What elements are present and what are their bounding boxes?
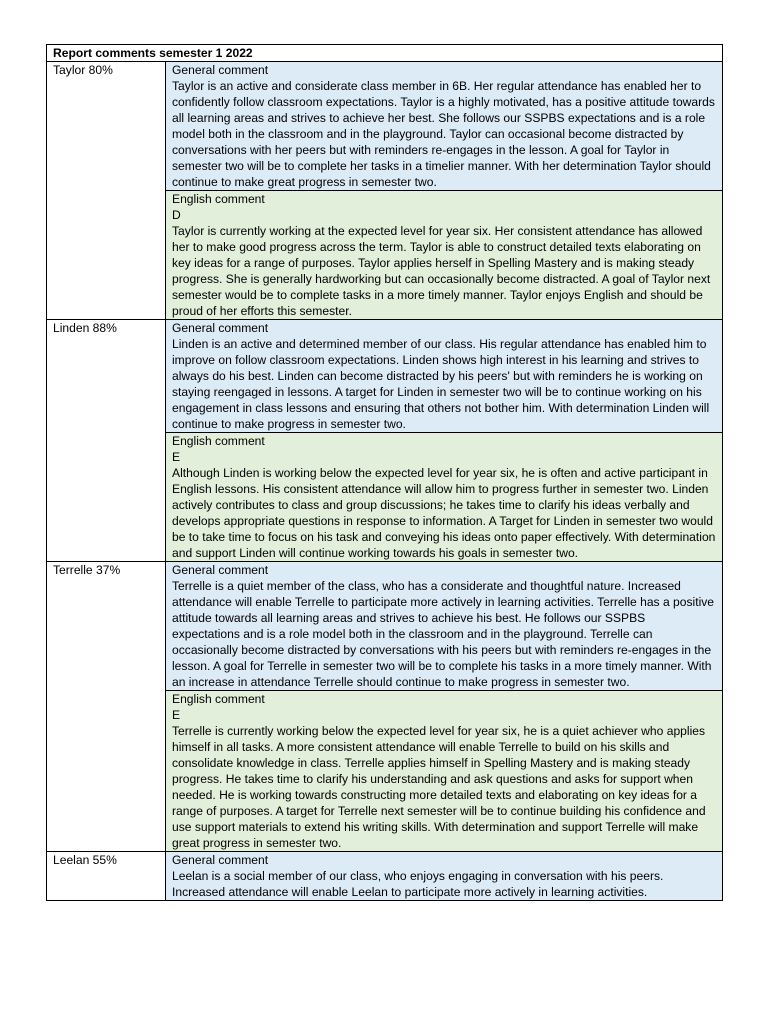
general-comment-cell xyxy=(166,562,723,691)
general-comment-text: Linden is an active and determined member of our class. His regular attendance has enabled him to improve on follow classroom expectations. Linden shows high interest in his learning and strives to always do his best. Linden can become distracted by his peers' but with reminders he is working on staying reengaged in lessons. A target for Linden in semester two will be to continue working on his engagement in class lessons and ensuring that others not bother him. With determination Linden will continue to make progress in semester two. xyxy=(172,337,710,431)
english-grade: D xyxy=(172,208,181,222)
english-comment-cell xyxy=(166,691,723,852)
general-comment-label: General comment xyxy=(172,563,269,577)
english-comment-label: English comment xyxy=(172,434,265,448)
table-row xyxy=(47,320,723,433)
general-comment-label: General comment xyxy=(172,853,269,867)
report-title: Report comments semester 1 2022 xyxy=(47,45,723,62)
general-comment-cell xyxy=(166,320,723,433)
student-name: Taylor 80% xyxy=(47,62,166,320)
report-table xyxy=(46,44,723,901)
title-row xyxy=(47,45,723,62)
english-comment-text: Terrelle is currently working below the expected level for year six, he is a quiet achiever who applies himself in all tasks. A more consistent attendance will enable Terrelle to build on his skills and consolidate knowledge in class. Terrelle applies himself in Spelling Mastery and is making steady progress. He takes time to clarify his understanding and ask questions and asks for support when needed. He is working towards constructing more detailed texts and elaborating on key ideas for a range of purposes. A target for Terrelle next semester will be to continue building his confidence and use support materials to extend his writing skills. With determination and support Terrelle will make great progress in semester two. xyxy=(172,724,706,850)
english-comment-label: English comment xyxy=(172,192,265,206)
general-comment-cell xyxy=(166,852,723,901)
table-row xyxy=(47,62,723,191)
table-row xyxy=(47,562,723,691)
english-comment-cell xyxy=(166,191,723,320)
table-row xyxy=(47,852,723,901)
general-comment-text: Leelan is a social member of our class, who enjoys engaging in conversation with his peers. Increased attendance will enable Leelan to participate more actively in learning activities. xyxy=(172,869,664,899)
student-name: Leelan 55% xyxy=(47,852,166,901)
english-comment-cell xyxy=(166,433,723,562)
general-comment-label: General comment xyxy=(172,321,269,335)
english-comment-text: Although Linden is working below the expected level for year six, he is often and active participant in English lessons. His consistent attendance will allow him to progress further in semester two. Linden actively contributes to class and group discussions; he takes time to clarify his ideas verbally and develops appropriate questions in response to information. A Target for Linden in semester two would be to take time to focus on his task and conveying his ideas onto paper effectively. With determination and support Linden will continue working towards his goals in semester two. xyxy=(172,466,716,560)
english-comment-label: English comment xyxy=(172,692,265,706)
report-page xyxy=(46,44,722,901)
general-comment-label: General comment xyxy=(172,63,269,77)
english-grade: E xyxy=(172,708,181,722)
general-comment-text: Terrelle is a quiet member of the class, who has a considerate and thoughtful nature. Increased attendance will enable Terrelle to participate more actively in learning activities. Terrelle has a positive attitude towards all learning areas and strives to achieve his best. He follows our SSPBS expectations and is a role model both in the classroom and in the playground. Terrelle can occasionally become distracted by conversations with his peers but with reminders re-engages in the lesson. A goal for Terrelle in semester two will be to complete his tasks in a more timely manner. With an increase in attendance Terrelle should continue to make progress in semester two. xyxy=(172,579,715,689)
english-grade: E xyxy=(172,450,181,464)
general-comment-cell xyxy=(166,62,723,191)
english-comment-text: Taylor is currently working at the expected level for year six. Her consistent attendance has allowed her to make good progress across the term. Taylor is able to construct detailed texts elaborating on key ideas for a range of purposes. Taylor applies herself in Spelling Mastery and is making steady progress. She is generally hardworking but can occasionally become distracted. A goal of Taylor next semester would be to complete tasks in a more timely manner. Taylor enjoys English and should be proud of her efforts this semester. xyxy=(172,224,711,318)
student-name: Linden 88% xyxy=(47,320,166,562)
student-name: Terrelle 37% xyxy=(47,562,166,852)
general-comment-text: Taylor is an active and considerate class member in 6B. Her regular attendance has enabled her to confidently follow classroom expectations. Taylor is a highly motivated, has a positive attitude towards all learning areas and strives to achieve her best. She follows our SSPBS expectations and is a role model both in the classroom and in the playground. Taylor can occasional become distracted by conversations with her peers but with reminders re-engages in the lesson. A goal for Taylor in semester two will be to complete her tasks in a timelier manner. With her determination Taylor should continue to make great progress in semester two. xyxy=(172,79,715,189)
